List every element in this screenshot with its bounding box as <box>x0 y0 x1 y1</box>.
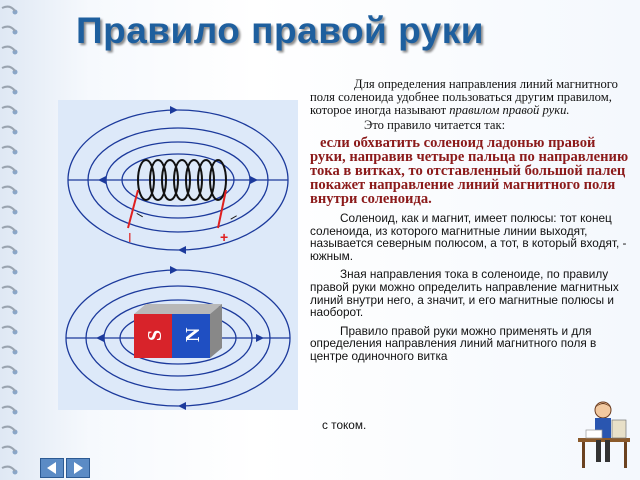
spiral-ring <box>2 67 15 71</box>
student-at-desk-illustration <box>572 398 634 472</box>
paragraph-direction: Зная направления тока в соленоиде, по правилу правой руки можно определить направление магнитных линий внутри него, а значит, и его магнитные полюсы и наоборот. <box>310 267 619 320</box>
spiral-ring <box>2 227 15 231</box>
spiral-ring <box>2 307 15 311</box>
paragraph-loop: Правило правой руки можно применять и для определения направления линий магнитного поля в центре одиночного витка <box>310 323 597 363</box>
solenoid-and-magnet-figure <box>58 100 298 410</box>
spiral-ring <box>2 87 15 91</box>
magnet-south-label: S <box>144 329 166 341</box>
nav-back-button[interactable] <box>40 458 64 478</box>
paragraph-poles: Соленоид, как и магнит, имеет полюсы: тот конец соленоида, из которого магнитные линии выходят, называется северным полюсом, а тот, в который входят, - южным. <box>310 211 627 263</box>
notebook-spiral-binding <box>0 0 24 480</box>
magnet-north-label: N <box>182 327 204 342</box>
spiral-ring <box>2 127 15 131</box>
spiral-ring <box>2 447 15 451</box>
spiral-ring <box>2 287 15 291</box>
spiral-ring <box>2 327 15 331</box>
spiral-ring <box>2 467 15 471</box>
arrow-left-icon <box>41 459 63 477</box>
plus-sign: + <box>220 229 229 245</box>
nav-forward-button[interactable] <box>66 458 90 478</box>
explanation-paragraphs <box>310 212 632 363</box>
intro-text: Для определения направления линий магнитного поля соленоида удобнее пользоваться другим правилом, которое иногда называют <box>310 77 618 117</box>
paragraph-tail: с током. <box>322 418 367 432</box>
current-label-right: I <box>227 214 239 222</box>
spiral-ring <box>2 187 15 191</box>
spiral-ring <box>2 367 15 371</box>
text-block <box>310 78 632 363</box>
rule-intro: Это правило читается так: <box>364 118 506 132</box>
current-label-left: I <box>135 211 146 220</box>
bar-magnet <box>134 304 222 358</box>
intro-paragraph <box>310 78 632 117</box>
slide-title: Правило правой руки <box>76 10 485 51</box>
spiral-ring <box>2 167 15 171</box>
spiral-ring <box>2 47 15 51</box>
spiral-ring <box>2 147 15 151</box>
spiral-ring <box>2 7 15 11</box>
minus-sign: I <box>128 230 132 245</box>
spiral-ring <box>2 407 15 411</box>
spiral-ring <box>2 247 15 251</box>
intro-italic: правилом правой руки. <box>449 103 570 117</box>
spiral-ring <box>2 347 15 351</box>
spiral-ring <box>2 207 15 211</box>
spiral-ring <box>2 267 15 271</box>
spiral-ring <box>2 27 15 31</box>
spiral-ring <box>2 107 15 111</box>
rule-statement: если обхватить соленоид ладонью правой руки, направив четыре пальца по направлению тока в витках, то отставленный большой палец покажет направление линий магнитного поля внутри соленоида. <box>310 135 629 207</box>
spiral-ring <box>2 427 15 431</box>
figure-panel <box>58 100 298 410</box>
arrow-right-icon <box>67 459 89 477</box>
spiral-ring <box>2 387 15 391</box>
